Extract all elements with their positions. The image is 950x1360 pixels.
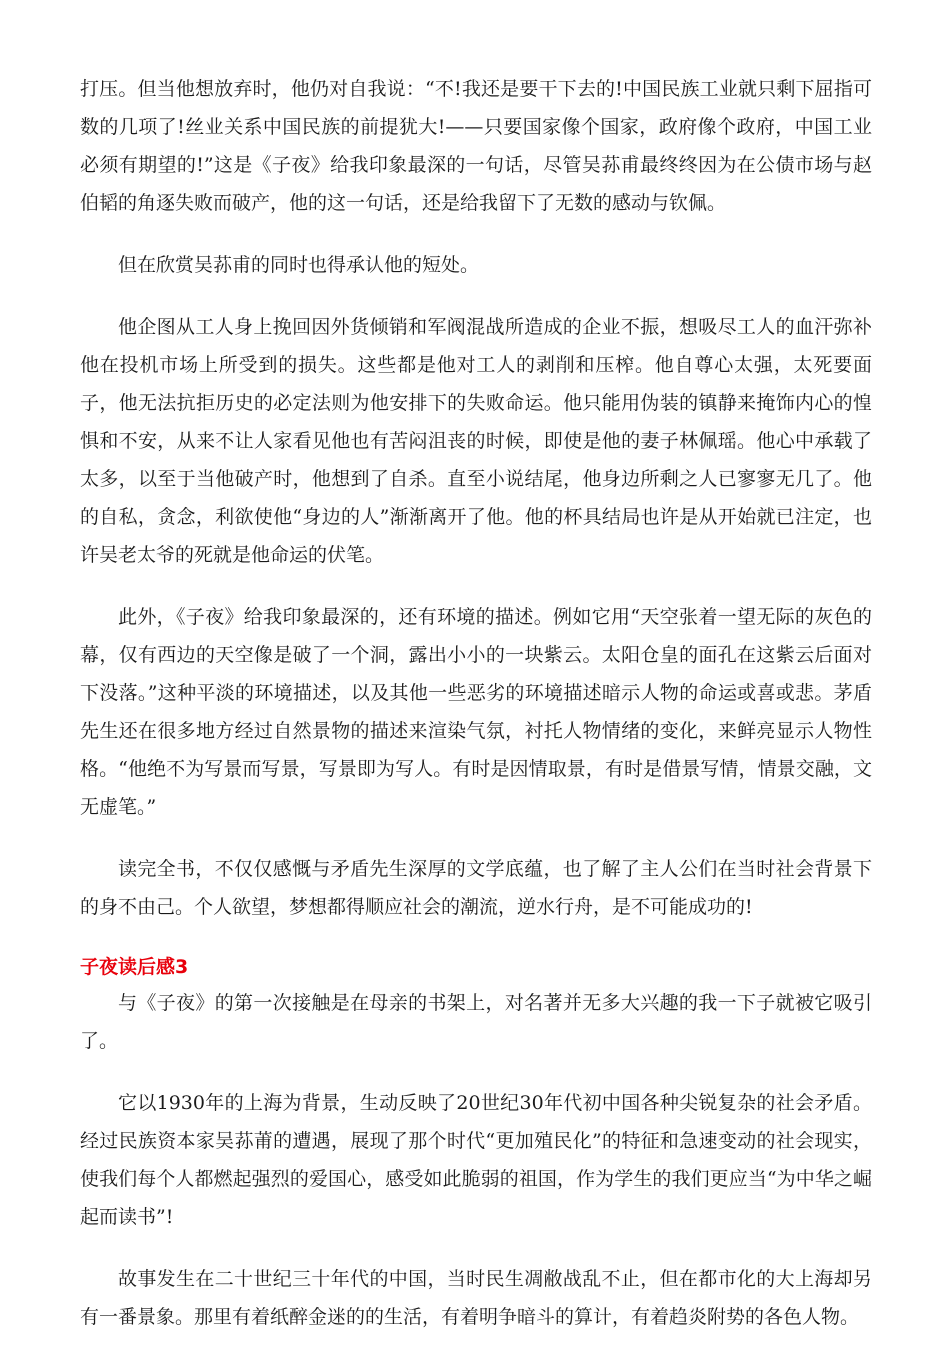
paragraph: 打压。但当他想放弃时，他仍对自我说：“不!我还是要干下去的!中国民族工业就只剩下屈指可数的几项了!丝业关系中国民族的前提犹大!——只要国家像个国家，政府像个政府，中国工业必须有期望的!”这是《子夜》给我印象最深的一句话，尽管吴荪甫最终终因为在公债市场与赵伯韬的角逐失败而破产，他的这一句话，还是给我留下了无数的感动与钦佩。 <box>80 78 872 214</box>
paragraph: 但在欣赏吴荪甫的同时也得承认他的短处。 <box>118 254 480 276</box>
section-heading: 子夜读后感3 <box>80 956 189 978</box>
paragraph: 他企图从工人身上挽回因外货倾销和军阀混战所造成的企业不振，想吸尽工人的血汗弥补他在投机市场上所受到的损失。这些都是他对工人的剥削和压榨。他自尊心太强，太死要面子，他无法抗拒历史的必定法则为他安排下的失败命运。他只能用伪装的镇静来掩饰内心的惶惧和不安，从来不让人家看见他也有苦闷沮丧的时候，即使是他的妻子林佩瑶。他心中承载了太多，以至于当他破产时，他想到了自杀。直至小说结尾，他身边所剩之人已寥寥无几了。他的自私，贪念，利欲使他“身边的人”渐渐离开了他。他的杯具结局也许是从开始就已注定，也许吴老太爷的死就是他命运的伏笔。 <box>80 316 872 566</box>
paragraph: 此外，《子夜》给我印象最深的，还有环境的描述。例如它用“天空张着一望无际的灰色的幕，仅有西边的天空像是破了一个洞，露出小小的一块紫云。太阳仓皇的面孔在这紫云后面对下没落。”这种平淡的环境描述，以及其他一些恶劣的环境描述暗示人物的命运或喜或悲。茅盾先生还在很多地方经过自然景物的描述来渲染气氛，衬托人物情绪的变化，来鲜亮显示人物性格。“他绝不为写景而写景，写景即为写人。有时是因情取景，有时是借景写情，情景交融，文无虚笔。” <box>80 606 872 818</box>
paragraph: 读完全书，不仅仅感慨与矛盾先生深厚的文学底蕴，也了解了主人公们在当时社会背景下的身不由己。个人欲望，梦想都得顺应社会的潮流，逆水行舟，是不可能成功的! <box>80 858 872 918</box>
paragraph: 它以1930年的上海为背景，生动反映了20世纪30年代初中国各种尖锐复杂的社会矛盾。经过民族资本家吴荪莆的遭遇，展现了那个时代“更加殖民化”的特征和急速变动的社会现实，使我们每个人都燃起强烈的爱国心，感受如此脆弱的祖国，作为学生的我们更应当“为中华之崛起而读书”! <box>80 1092 872 1228</box>
paragraph: 与《子夜》的第一次接触是在母亲的书架上，对名著并无多大兴趣的我一下子就被它吸引了。 <box>80 992 872 1052</box>
paragraph: 故事发生在二十世纪三十年代的中国，当时民生凋敝战乱不止，但在都市化的大上海却另有一番景象。那里有着纸醉金迷的的生活，有着明争暗斗的算计，有着趋炎附势的各色人物。 <box>80 1268 872 1328</box>
document-page <box>80 70 872 1360</box>
